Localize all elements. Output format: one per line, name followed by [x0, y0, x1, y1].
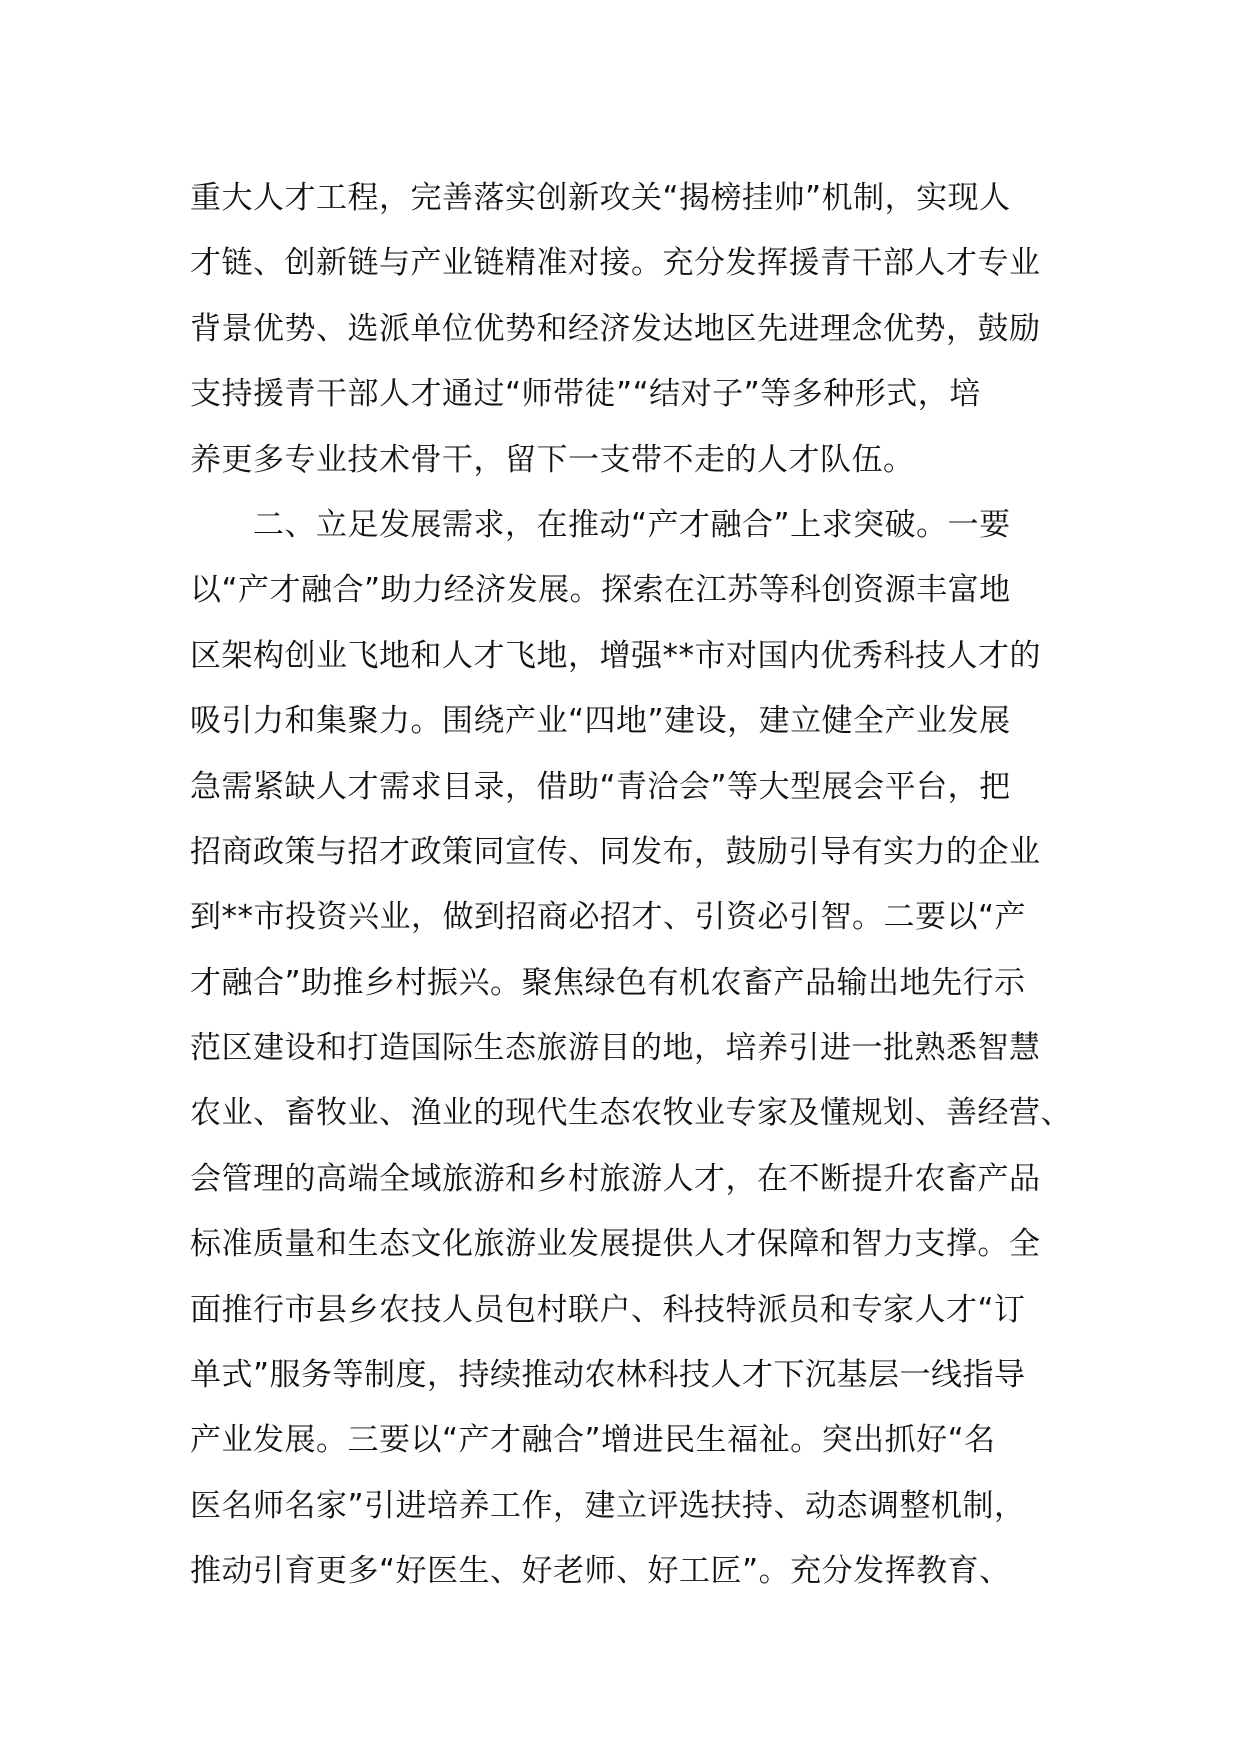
text-line: 急需紧缺人才需求目录，借助“青洽会”等大型展会平台，把 — [190, 768, 1011, 805]
text-line: 农业、畜牧业、渔业的现代生态农牧业专家及懂规划、善经营、 — [190, 1095, 1072, 1132]
text-line: 吸引力和集聚力。围绕产业“四地”建设，建立健全产业发展 — [190, 703, 1011, 740]
text-line: 到**市投资兴业，做到招商必招才、引资必引智。二要以“产 — [190, 899, 1027, 936]
text-line: 招商政策与招才政策同宣传、同发布，鼓励引导有实力的企业 — [190, 833, 1041, 870]
text-line: 养更多专业技术骨干，留下一支带不走的人才队伍。 — [190, 441, 915, 478]
text-line: 才融合”助推乡村振兴。聚焦绿色有机农畜产品输出地先行示 — [190, 964, 1026, 1001]
text-line: 范区建设和打造国际生态旅游目的地，培养引进一批熟悉智慧 — [190, 1030, 1041, 1067]
text-line: 医名师名家”引进培养工作，建立评选扶持、动态调整机制， — [190, 1487, 1026, 1524]
text-line: 会管理的高端全域旅游和乡村旅游人才，在不断提升农畜产品 — [190, 1160, 1041, 1197]
text-line: 推动引育更多“好医生、好老师、好工匠”。充分发挥教育、 — [190, 1553, 1011, 1590]
text-line: 单式”服务等制度，持续推动农林科技人才下沉基层一线指导 — [190, 1357, 1026, 1394]
text-line: 产业发展。三要以“产才融合”增进民生福祉。突出抓好“名 — [190, 1422, 996, 1459]
text-line: 面推行市县乡农技人员包村联户、科技特派员和专家人才“订 — [190, 1291, 1026, 1328]
text-line: 以“产才融合”助力经济发展。探索在江苏等科创资源丰富地 — [190, 572, 1011, 609]
text-line: 支持援青干部人才通过“师带徒”“结对子”等多种形式，培 — [190, 376, 981, 413]
section-heading-line: 二、立足发展需求，在推动“产才融合”上求突破。一要 — [190, 506, 1011, 543]
text-line: 区架构创业飞地和人才飞地，增强**市对国内优秀科技人才的 — [190, 637, 1041, 674]
text-line: 才链、创新链与产业链精准对接。充分发挥援青干部人才专业 — [190, 245, 1041, 282]
text-line: 重大人才工程，完善落实创新攻关“揭榜挂帅”机制，实现人 — [190, 180, 1011, 216]
body-text — [190, 166, 1070, 1605]
text-line: 背景优势、选派单位优势和经济发达地区先进理念优势，鼓励 — [190, 310, 1041, 347]
text-line: 标准质量和生态文化旅游业发展提供人才保障和智力支撑。全 — [190, 1226, 1041, 1263]
